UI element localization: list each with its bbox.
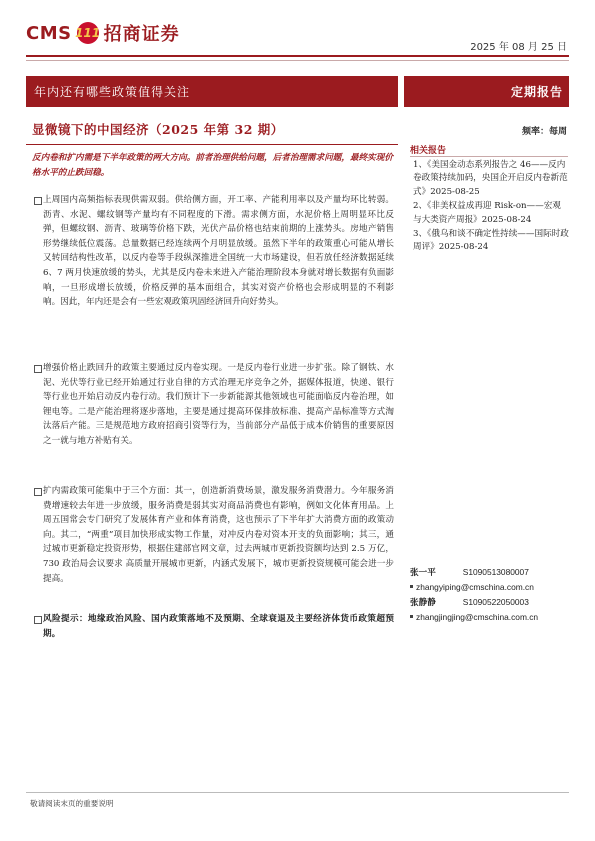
headline-rule: [26, 144, 398, 145]
paragraph-text: 上周国内高频指标表现供需双弱。供给侧方面，开工率、产能利用率以及产量均环比转弱。沥青、水泥、螺纹钢等产量均有不同程度的下滑。需求侧方面，水泥价格上周明显环比反弹，但螺纹钢、沥青、玻璃等价格下跌，光伏产品价格也结束前期的上涨势头。房地产销售形势继续低位震荡。总量数据已经连续两个月明显放缓。虽然下半年的政策重心可能从增长又转回结构性改革，以反内卷等手段纵深推进全国统一大市场建设，但若放任经济数据延续 6、7 两月快速放缓的势头，尤其是反内卷未来进入产能治理阶段本身就对增长数据有负面影响，一旦形成增长放缓，价格反弹的基本面组合，其实对资产价格也会形成明显的不利影响。因此，年内还是会有一些宏观政策巩固经济回升向好势头。: [43, 195, 394, 308]
analyst-email-text: zhangyiping@cmschina.com.cn: [416, 582, 534, 592]
email-bullet-icon: [410, 585, 413, 588]
logo-cms-text: CMS: [26, 22, 72, 44]
footer-rule: [26, 792, 569, 793]
title-banner: [26, 76, 398, 107]
email-bullet-icon: [410, 615, 413, 618]
analyst-email[interactable]: [410, 610, 570, 624]
bullet-square-icon: [34, 616, 42, 624]
header-rule: [26, 55, 569, 57]
related-reports-list: [413, 159, 569, 256]
analyst-name: 张一平: [410, 568, 436, 578]
related-reports-title: 相关报告: [410, 146, 447, 156]
analyst-license-id: S1090522050003: [462, 597, 529, 607]
paragraph-3: [34, 484, 394, 586]
paragraph-text: 增强价格止跌回升的政策主要通过反内卷实现。一是反内卷行业进一步扩张。除了钢铁、水泥、光伏等行业已经开始通过行业自律的方式治理无序竞争之外，据媒体报道，快递、银行等行业也开始启动反内卷行动。我们预计下一步新能源其他领域也可能面临反内卷治理，如锂电等。二是产能治理将逐步落地，主要是通过提高环保排放标准、提高产品标准等方式淘汰落后产能。三是规范地方政府招商引资等行为，当前部分产品低于成本价销售的重要原因之一就与地方补贴有关。: [43, 363, 394, 446]
summary-text: 反内卷和扩内需是下半年政策的两大方向。前者治理供给问题，后者治理需求问题，最终实现价格水平的止跌回稳。: [32, 153, 393, 178]
bullet-square-icon: [34, 197, 42, 205]
related-report-item[interactable]: 2、《非美权益成再迎 Risk-on——宏观与大类资产周报》2025-08-24: [413, 201, 561, 225]
header-rule-thin: [26, 60, 569, 61]
bullet-square-icon: [34, 488, 42, 496]
frequency-label: 频率：每周: [521, 127, 567, 137]
risk-text: 风险提示：地缘政治风险、国内政策落地不及预期、全球衰退及主要经济体货币政策超预期。: [43, 614, 394, 639]
analyst-block-2: [410, 595, 570, 624]
analyst-name: 张静静: [410, 598, 436, 608]
related-report-item[interactable]: 3、《俄乌和谈不确定性持续——国际时政周评》2025-08-24: [413, 229, 569, 253]
related-report-item[interactable]: 1、《美国金动态系列报告之 46——反内卷政策持续加码，央国企开启反内卷新范式》2025-08-25: [413, 160, 568, 197]
analyst-email-text: zhangjingjing@cmschina.com.cn: [416, 612, 539, 622]
risk-warning: [34, 612, 394, 641]
paragraph-2: [34, 361, 394, 449]
related-reports-rule: [410, 156, 568, 157]
company-logo: [26, 18, 216, 48]
bullet-square-icon: [34, 365, 42, 373]
analyst-block-1: [410, 565, 570, 594]
analyst-license-id: S1090513080007: [462, 567, 529, 577]
footer-disclaimer: 敬请阅读末页的重要说明: [30, 799, 114, 808]
logo-chinese-name: 招商证券: [103, 24, 180, 45]
report-type-label: 定期报告: [510, 85, 563, 99]
logo-mark-icon: 111: [77, 22, 99, 44]
paragraph-1: [34, 193, 394, 310]
analyst-email[interactable]: [410, 580, 570, 594]
banner-title: 年内还有哪些政策值得关注: [34, 85, 191, 99]
report-headline: 显微镜下的中国经济（2025 年第 32 期）: [32, 122, 284, 137]
report-date: 2025 年 08 月 25 日: [470, 42, 567, 53]
report-type-banner: [404, 76, 569, 107]
paragraph-text: 扩内需政策可能集中于三个方面：其一，创造新消费场景，激发服务消费潜力。今年服务消费增速较去年进一步放缓，服务消费是弱其实对商品消费也有影响，例如文化体育用品。上周五国常会专门研究了发展体育产业和体育消费，这也预示了下半年扩大消费方面的政策动向。其二，“两重”项目加快形成实物工作量，对冲反内卷对资本开支的负面影响；其三，通过城市更新稳定投资形势，根据住建部官网文章，过去两城市更新投资额均达到 2.5 万亿，730 政治局会议要求 高质量开展城市更新，内涵式发展下，城市更新投资规模可能会进一步提高。: [43, 486, 394, 584]
